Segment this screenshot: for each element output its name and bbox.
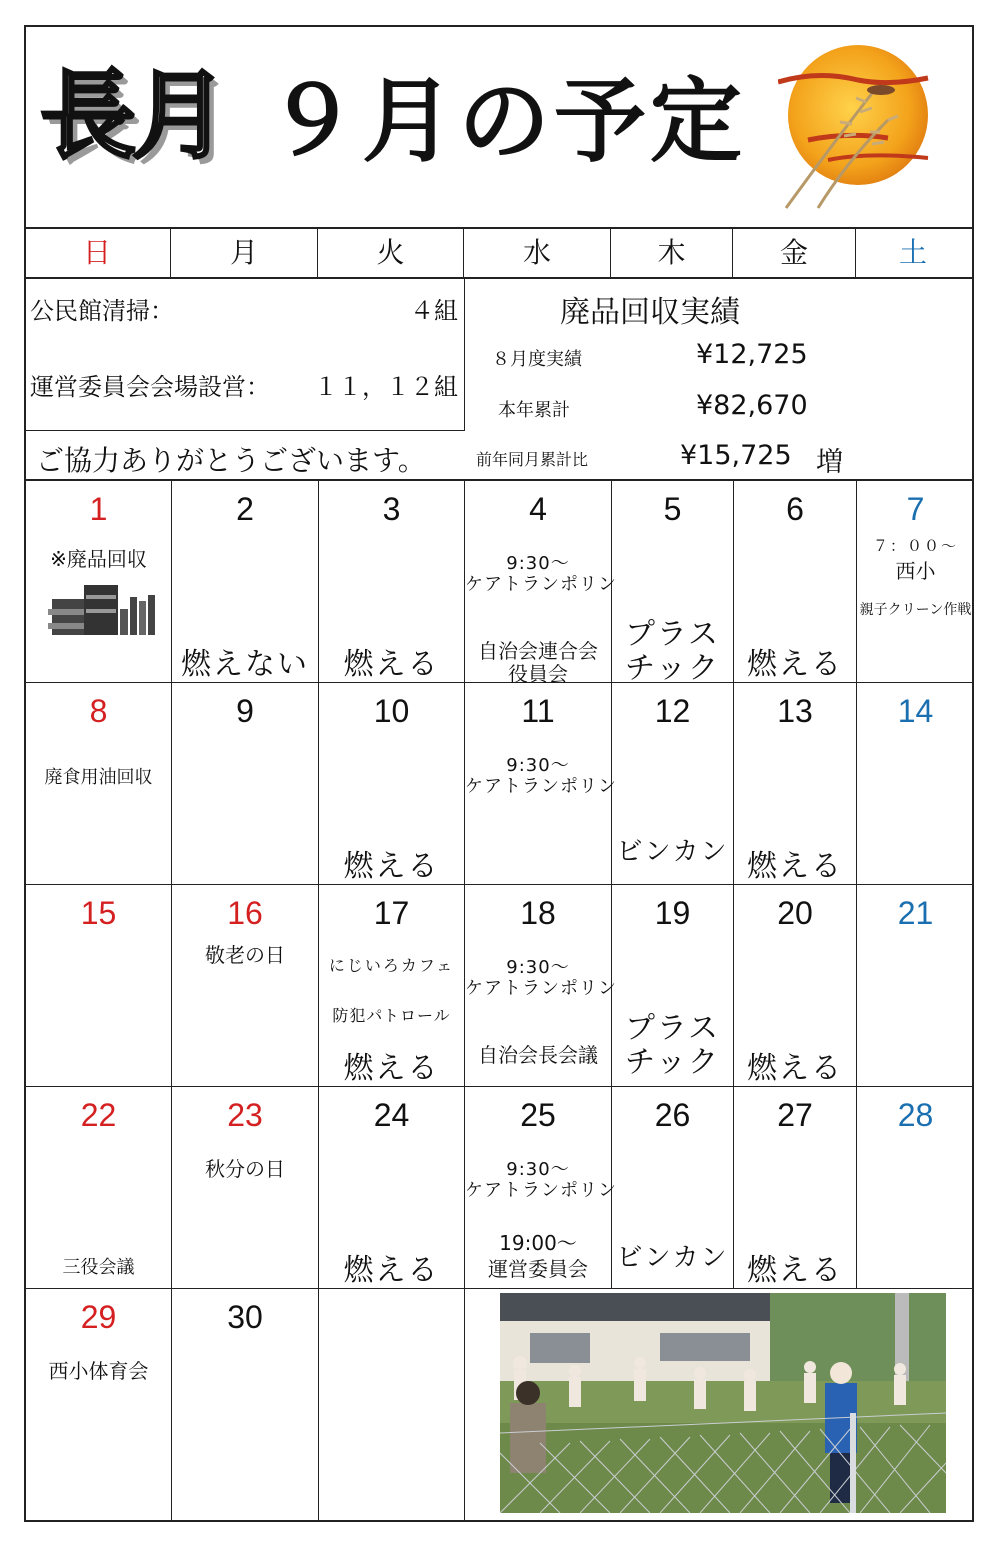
event-text: 防犯パトロール [332,1006,451,1025]
day-cell-17 [319,885,465,1087]
event-text: 自治会長会議 [478,1043,598,1067]
day-cell-3 [319,481,465,683]
garbage-label: ビンカン [616,837,729,867]
day-cell-15 [26,885,172,1087]
day-cell-23 [172,1087,319,1289]
day-number: 23 [227,1097,263,1133]
day-number: 20 [777,895,813,931]
day-number: 22 [80,1097,117,1133]
garbage-label: チック [624,651,721,686]
day-number: 14 [897,693,934,729]
weekday-mon: 月 [171,229,318,277]
event-time: ７：００～ [872,537,958,555]
day-number: 2 [236,491,254,527]
garbage-label: 燃える [747,647,843,682]
yoy-suffix: 増 [816,447,843,478]
day-number: 8 [89,693,108,729]
page-title: ９月の予定 [266,68,747,175]
aug-value: ¥12,725 [696,339,808,370]
aug-label: ８月度実績 [492,349,582,370]
day-cell-9 [172,683,319,885]
day-number: 30 [227,1299,263,1335]
day-cell-8 [26,683,172,885]
garbage-label: プラス [624,1011,721,1046]
committee-value: １１，１２組 [314,373,458,401]
thanks-message: ご協力ありがとうございます。 [36,444,426,477]
day-number: 4 [529,491,547,527]
garbage-label: 燃える [343,1051,440,1086]
yoy-value: ¥15,725 [680,440,792,471]
day-number: 28 [897,1097,934,1133]
day-number: 13 [777,693,813,729]
weekday-thu: 木 [611,229,733,277]
recycle-title: 廃品回収実績 [560,295,740,330]
garbage-label: 燃える [747,849,843,884]
weekday-wed: 水 [464,229,611,277]
day-cell-1 [26,481,172,683]
event-text: 西小 [895,559,936,583]
day-cell-10 [319,683,465,885]
day-number: 25 [520,1097,556,1133]
day-number: 12 [654,693,691,729]
day-cell-29 [26,1289,172,1520]
event-text: ケアトランポリン [465,1180,617,1201]
day-number: 6 [786,491,804,527]
garbage-label: ビンカン [616,1243,729,1273]
day-cell-7 [857,481,974,683]
yoy-label: 前年同月累計比 [476,450,589,469]
event-time: 9:30～ [506,553,570,574]
ytd-label: 本年累計 [498,400,570,421]
day-cell-18 [465,885,617,1087]
day-number: 5 [663,491,682,527]
event-time: 9:30～ [506,1159,570,1180]
day-cell-28 [857,1087,974,1289]
event-text: ケアトランポリン [465,776,617,797]
event-time: 9:30～ [506,755,570,776]
day-cell-20 [734,885,857,1087]
weekday-sat: 土 [898,236,927,269]
committee-label: 運営委員会会場設営： [30,373,270,401]
garbage-label: 燃える [747,1253,843,1288]
day-number: 26 [654,1097,691,1133]
day-cell-12 [612,683,734,885]
moon-susuki-illustration [778,40,938,210]
empty-cell [319,1289,465,1520]
event-text: 廃食用油回収 [44,767,153,788]
garbage-label: プラス [624,617,721,652]
day-number: 7 [906,491,925,527]
day-cell-26 [612,1087,734,1289]
day-number: 18 [520,895,556,931]
day-number: 1 [89,491,108,527]
event-text: 三役会議 [62,1257,135,1278]
day-number: 10 [373,693,410,729]
day-cell-22 [26,1087,172,1289]
garbage-label: 燃える [343,849,440,884]
day-cell-6 [734,481,857,683]
day-number: 16 [227,895,263,931]
day-cell-24 [319,1087,465,1289]
info-section [24,279,974,481]
garbage-label: 燃えない [181,647,309,682]
day-cell-2 [172,481,319,683]
event-text: ※廃品回収 [50,547,147,571]
garbage-label: 燃える [343,1253,440,1288]
event-time: 9:30～ [506,957,570,978]
event-text: 自治会連合会 [478,639,598,663]
day-cell-21 [857,885,974,1087]
day-cell-19 [612,885,734,1087]
event-time: 19:00～ [499,1231,577,1255]
title-kanji: 長月 [40,60,224,172]
day-cell-13 [734,683,857,885]
day-number: 19 [654,895,691,931]
day-number: 24 [373,1097,410,1133]
day-number: 9 [236,693,254,729]
holiday-label: 秋分の日 [205,1157,285,1181]
ytd-value: ¥82,670 [696,390,808,421]
cleaning-label: 公民館清掃： [30,297,174,325]
day-cell-30 [172,1289,319,1520]
day-cell-11 [465,683,617,885]
day-number: 21 [897,895,934,931]
day-cell-14 [857,683,974,885]
event-text: 西小体育会 [48,1359,149,1383]
holiday-label: 敬老の日 [205,943,285,967]
day-number: 29 [80,1299,117,1335]
day-number: 27 [777,1097,813,1133]
exercise-photo [500,1293,946,1513]
event-text: 役員会 [508,662,568,686]
day-number: 17 [373,895,410,931]
day-cell-16 [172,885,319,1087]
day-cell-25 [465,1087,617,1289]
day-number: 3 [382,491,401,527]
weekday-fri: 金 [733,229,856,277]
event-text: 運営委員会 [488,1257,588,1281]
day-cell-5 [612,481,734,686]
event-text: 親子クリーン作戦 [859,602,972,618]
garbage-label: チック [624,1045,721,1080]
duty-box [24,279,465,431]
event-text: ケアトランポリン [465,574,617,595]
day-cell-27 [734,1087,857,1289]
day-number: 11 [521,693,555,729]
cleaning-value: ４組 [410,297,458,325]
day-number: 15 [80,895,117,931]
weekday-tue: 火 [318,229,464,277]
event-text: ケアトランポリン [465,978,617,999]
weekday-sun: 日 [24,229,171,277]
garbage-label: 燃える [343,647,440,682]
weekday-header [24,227,974,279]
garbage-label: 燃える [747,1051,843,1086]
recyclables-icon [48,579,158,639]
event-text: にじいろカフェ [328,956,455,975]
day-cell-4 [465,481,617,686]
